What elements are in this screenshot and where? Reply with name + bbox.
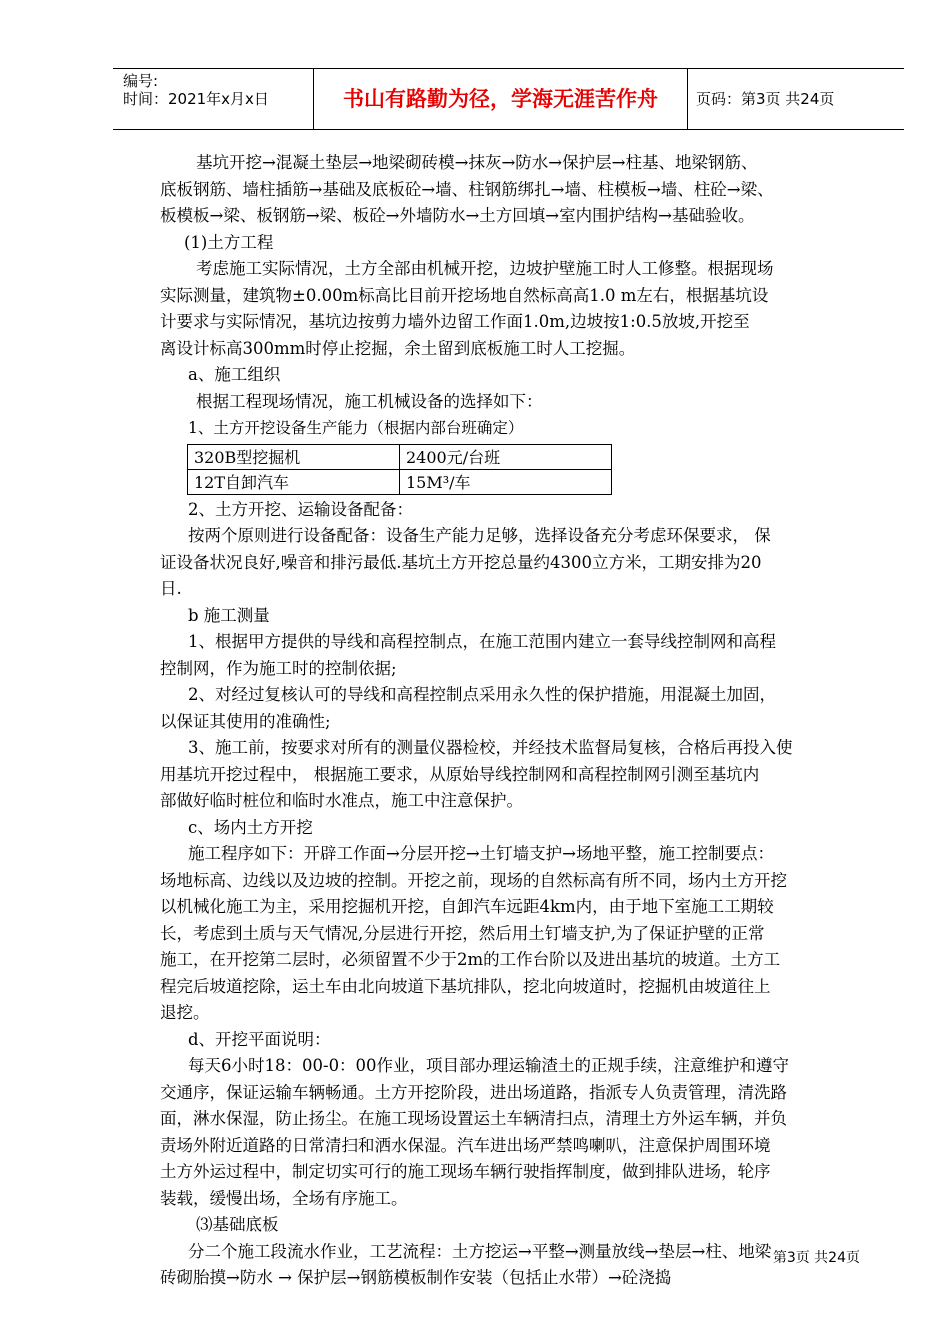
header-page-cell: [688, 69, 904, 129]
paragraph-line: 证设备状况良好,噪音和排污最低.基坑土方开挖总量约4300立方米，工期安排为20: [160, 552, 762, 572]
document-number-label: 编号:: [123, 72, 159, 90]
subsection-heading: a、施工组织: [188, 365, 281, 384]
paragraph-line: 砖砌胎摸→防水 → 保护层→钢筋模板制作安装（包括止水带）→砼浇捣: [160, 1268, 672, 1287]
header-meta-cell: [113, 69, 314, 129]
paragraph-line: 按两个原则进行设备配备：设备生产能力足够，选择设备充分考虑环保要求， 保: [188, 526, 771, 545]
subsection-heading: c、场内土方开挖: [188, 817, 313, 837]
list-heading: 1、土方开挖设备生产能力（根据内部台班确定）: [188, 419, 524, 437]
paragraph-line: 分二个施工段流水作业，工艺流程：土方挖运→平整→测量放线→垫层→柱、地梁: [188, 1241, 772, 1261]
paragraph-line: 底板钢筋、墙柱插筋→基础及底板砼→墙、柱钢筋绑扎→墙、柱模板→墙、柱砼→梁、: [160, 179, 774, 199]
table-row: [188, 469, 612, 494]
paragraph-line: 考虑施工实际情况，土方全部由机械开挖，边坡护壁施工时人工修整。根据现场: [196, 259, 774, 278]
paragraph-line: 离设计标高300mm时停止挖掘，余土留到底板施工时人工挖掘。: [160, 338, 636, 358]
header-motto-cell: [314, 69, 688, 129]
subsection-heading: b 施工测量: [188, 605, 270, 625]
list-heading: 2、土方开挖、运输设备配备：: [188, 499, 413, 519]
table-cell: 2400元/台班: [400, 444, 612, 469]
header-motto: 书山有路勤为径，学海无涯苦作舟: [343, 87, 658, 111]
paragraph-line: 控制网，作为施工时的控制依据;: [160, 658, 397, 678]
section-heading: ⑶基础底板: [196, 1215, 279, 1234]
paragraph-line: 施工，在开挖第二层时，必须留置不少于2m的工作台阶以及进出基坑的坡道。土方工: [160, 950, 781, 969]
paragraph-line: 程完后坡道挖除，运土车由北向坡道下基坑排队，挖北向坡道时，挖掘机由坡道往上: [160, 976, 771, 996]
table-row: [188, 444, 612, 469]
paragraph-line: 责场外附近道路的日常清扫和洒水保湿。汽车进出场严禁鸣喇叭，注意保护周围环境: [160, 1135, 771, 1155]
paragraph-line: 以机械化施工为主，采用挖掘机开挖，自卸汽车远距4km内，由于地下室施工工期较: [160, 897, 774, 916]
paragraph-line: 装载，缓慢出场，全场有序施工。: [160, 1188, 408, 1208]
paragraph-line: 用基坑开挖过程中， 根据施工要求，从原始导线控制网和高程控制网引测至基坑内: [160, 764, 760, 784]
paragraph-line: 面，淋水保湿，防止扬尘。在施工现场设置运土车辆清扫点，清理土方外运车辆，并负: [160, 1109, 787, 1128]
paragraph-line: 基坑开挖→混凝土垫层→地梁砌砖模→抹灰→防水→保护层→柱基、地梁钢筋、: [196, 153, 758, 172]
equipment-table: [187, 444, 612, 495]
paragraph-line: 每天6小时18：00-0：00作业，项目部办理运输渣土的正规手续，注意维护和遵守: [188, 1056, 790, 1075]
subsection-heading: d、开挖平面说明：: [188, 1029, 331, 1049]
paragraph-line: 板模板→梁、板钢筋→梁、板砼→外墙防水→土方回填→室内围护结构→基础验收。: [160, 206, 755, 225]
page-footer: 第3页 共24页: [772, 1250, 860, 1266]
document-body: [160, 150, 880, 1292]
paragraph-line: 1、根据甲方提供的导线和高程控制点，在施工范围内建立一套导线控制网和高程: [188, 632, 776, 651]
paragraph-line: 退挖。: [160, 1003, 210, 1022]
paragraph-line: 计要求与实际情况，基坑边按剪力墙外边留工作面1.0m,边坡按1:0.5放坡,开挖至: [160, 312, 750, 331]
table-cell: 320B型挖掘机: [188, 444, 400, 469]
header-page-number: 页码：第3页 共24页: [696, 90, 835, 108]
paragraph-line: 交通序，保证运输车辆畅通。土方开挖阶段，进出场道路，指派专人负责管理，清洗路: [160, 1082, 787, 1102]
section-heading: (1)土方工程: [184, 232, 274, 252]
table-cell: 12T自卸汽车: [188, 469, 400, 494]
paragraph-line: 长，考虑到土质与天气情况,分层进行开挖，然后用土钉墙支护,为了保证护壁的正常: [160, 923, 765, 943]
paragraph-line: 实际测量，建筑物±0.00m标高比目前开挖场地自然标高高1.0 m左右，根据基坑设: [160, 285, 769, 305]
paragraph-line: 土方外运过程中，制定切实可行的施工现场车辆行驶指挥制度，做到排队进场，轮序: [160, 1162, 771, 1181]
paragraph-line: 场地标高、边线以及边坡的控制。开挖之前，现场的自然标高有所不同，场内土方开挖: [160, 870, 787, 890]
paragraph-line: 以保证其使用的准确性;: [160, 711, 331, 731]
paragraph-line: 施工程序如下：开辟工作面→分层开挖→土钉墙支护→场地平整，施工控制要点：: [188, 844, 774, 863]
document-time-label: 时间：2021年x月x日: [123, 90, 269, 108]
paragraph-line: 根据工程现场情况，施工机械设备的选择如下：: [196, 391, 543, 411]
paragraph-line: 3、施工前，按要求对所有的测量仪器检校，并经技术监督局复核，合格后再投入使: [188, 738, 793, 757]
paragraph-line: 日.: [160, 579, 182, 598]
paragraph-line: 2、对经过复核认可的导线和高程控制点采用永久性的保护措施，用混凝土加固，: [188, 685, 776, 704]
paragraph-line: 部做好临时桩位和临时水准点，施工中注意保护。: [160, 791, 523, 810]
page-header: [113, 68, 904, 130]
table-cell: 15M³/车: [400, 469, 612, 494]
